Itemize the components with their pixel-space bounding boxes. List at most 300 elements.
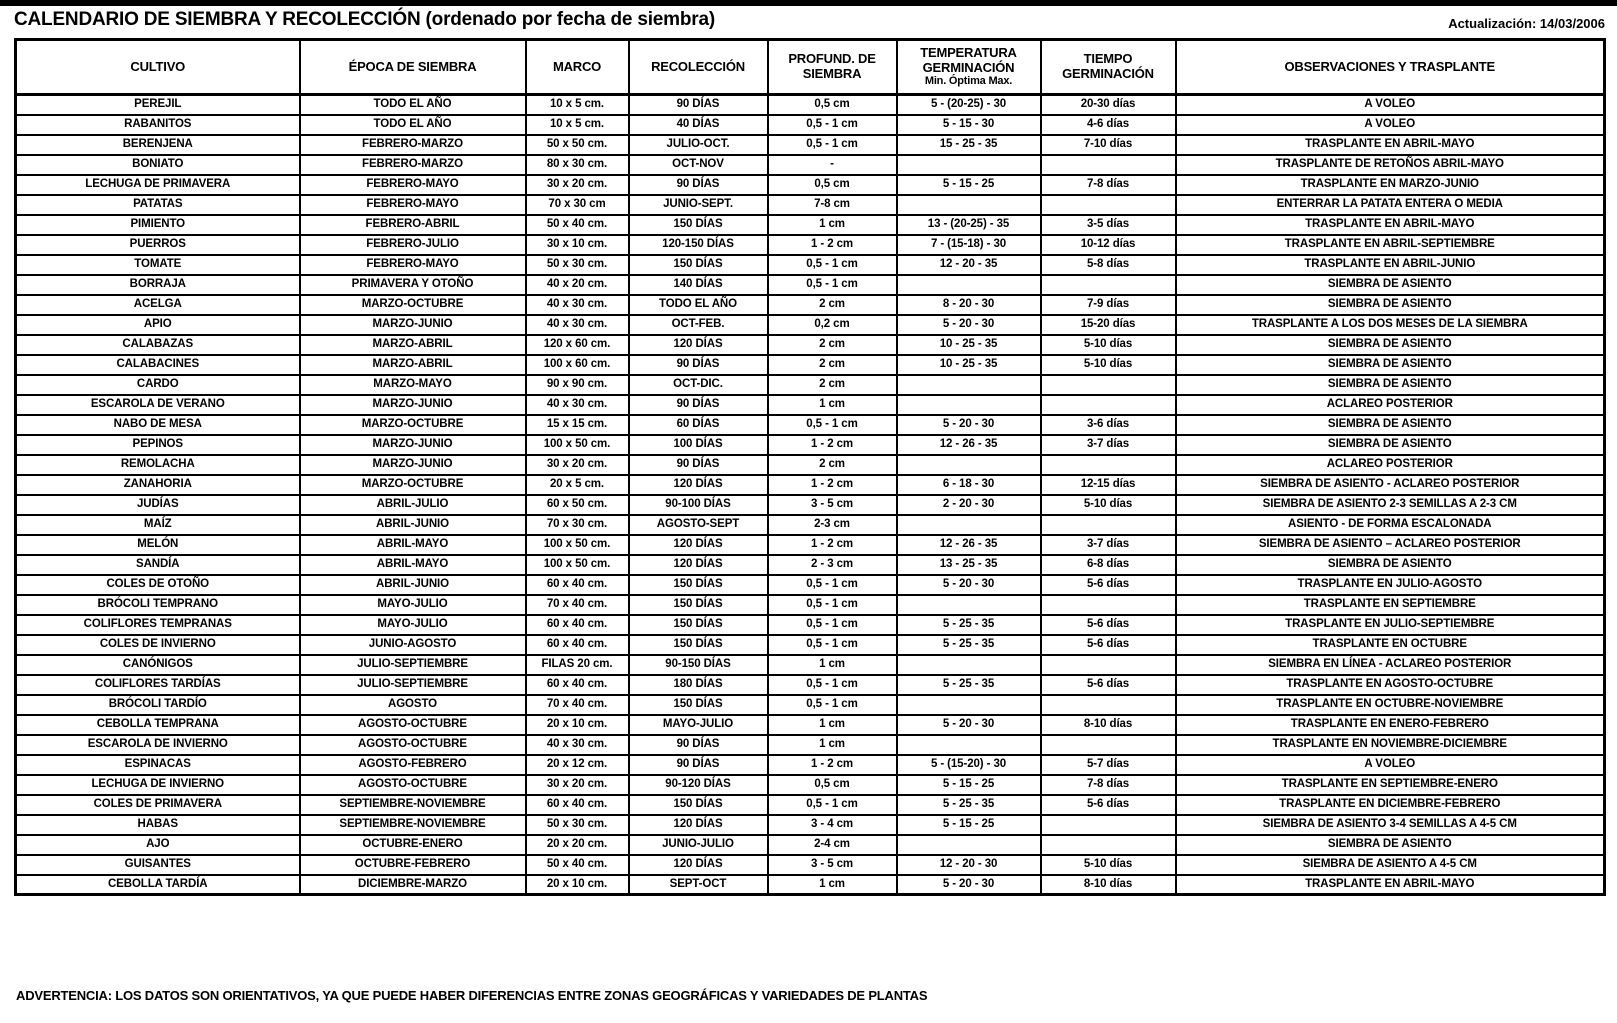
- cell-marco: 120 x 60 cm.: [526, 335, 629, 355]
- cell-temperatura-germinacion: 12 - 20 - 30: [897, 855, 1041, 875]
- cell-recoleccion: 90-100 DÍAS: [629, 495, 768, 515]
- table-row: [16, 135, 1605, 155]
- cell-observaciones: SIEMBRA DE ASIENTO: [1176, 415, 1605, 435]
- cell-marco: 60 x 40 cm.: [526, 575, 629, 595]
- table-row: [16, 295, 1605, 315]
- cell-tiempo-germinacion: [1041, 515, 1176, 535]
- cell-cultivo: CANÓNIGOS: [16, 655, 300, 675]
- cell-temperatura-germinacion: 5 - (20-25) - 30: [897, 95, 1041, 115]
- cell-epoca-siembra: ABRIL-MAYO: [300, 555, 526, 575]
- cell-cultivo: BONIATO: [16, 155, 300, 175]
- cell-observaciones: A VOLEO: [1176, 755, 1605, 775]
- cell-recoleccion: 40 DÍAS: [629, 115, 768, 135]
- cell-tiempo-germinacion: [1041, 155, 1176, 175]
- cell-tiempo-germinacion: 5-6 días: [1041, 635, 1176, 655]
- cell-tiempo-germinacion: [1041, 835, 1176, 855]
- cell-epoca-siembra: OCTUBRE-FEBRERO: [300, 855, 526, 875]
- cell-marco: 30 x 20 cm.: [526, 175, 629, 195]
- cell-cultivo: CARDO: [16, 375, 300, 395]
- table-row: [16, 775, 1605, 795]
- cell-temperatura-germinacion: 5 - 15 - 25: [897, 815, 1041, 835]
- cell-profundidad-siembra: 3 - 4 cm: [768, 815, 897, 835]
- cell-tiempo-germinacion: 8-10 días: [1041, 715, 1176, 735]
- cell-profundidad-siembra: 1 - 2 cm: [768, 755, 897, 775]
- cell-cultivo: GUISANTES: [16, 855, 300, 875]
- col-header-marco: [526, 40, 629, 95]
- cell-recoleccion: 90 DÍAS: [629, 735, 768, 755]
- cell-observaciones: TRASPLANTE EN SEPTIEMBRE: [1176, 595, 1605, 615]
- cell-marco: 60 x 50 cm.: [526, 495, 629, 515]
- col-header-label: TIEMPO GERMINACIÓN: [1062, 51, 1154, 81]
- cell-marco: 50 x 40 cm.: [526, 215, 629, 235]
- cell-recoleccion: 180 DÍAS: [629, 675, 768, 695]
- cell-cultivo: ZANAHORIA: [16, 475, 300, 495]
- cell-epoca-siembra: PRIMAVERA Y OTOÑO: [300, 275, 526, 295]
- cell-marco: 80 x 30 cm.: [526, 155, 629, 175]
- cell-observaciones: TRASPLANTE EN DICIEMBRE-FEBRERO: [1176, 795, 1605, 815]
- cell-epoca-siembra: AGOSTO-FEBRERO: [300, 755, 526, 775]
- cell-observaciones: TRASPLANTE EN OCTUBRE: [1176, 635, 1605, 655]
- cell-temperatura-germinacion: [897, 695, 1041, 715]
- cell-epoca-siembra: MARZO-OCTUBRE: [300, 475, 526, 495]
- cell-temperatura-germinacion: 7 - (15-18) - 30: [897, 235, 1041, 255]
- cell-recoleccion: 150 DÍAS: [629, 635, 768, 655]
- cell-tiempo-germinacion: 8-10 días: [1041, 875, 1176, 895]
- cell-recoleccion: AGOSTO-SEPT: [629, 515, 768, 535]
- cell-cultivo: LECHUGA DE PRIMAVERA: [16, 175, 300, 195]
- table-row: [16, 515, 1605, 535]
- cell-epoca-siembra: ABRIL-JUNIO: [300, 515, 526, 535]
- cell-temperatura-germinacion: 15 - 25 - 35: [897, 135, 1041, 155]
- cell-observaciones: TRASPLANTE EN ABRIL-SEPTIEMBRE: [1176, 235, 1605, 255]
- cell-observaciones: TRASPLANTE DE RETOÑOS ABRIL-MAYO: [1176, 155, 1605, 175]
- cell-cultivo: LECHUGA DE INVIERNO: [16, 775, 300, 795]
- cell-epoca-siembra: MARZO-OCTUBRE: [300, 295, 526, 315]
- cell-profundidad-siembra: 7-8 cm: [768, 195, 897, 215]
- cell-tiempo-germinacion: 5-7 días: [1041, 755, 1176, 775]
- cell-profundidad-siembra: 2 cm: [768, 375, 897, 395]
- cell-tiempo-germinacion: 7-10 días: [1041, 135, 1176, 155]
- cell-epoca-siembra: TODO EL AÑO: [300, 95, 526, 115]
- table-row: [16, 635, 1605, 655]
- cell-tiempo-germinacion: 7-9 días: [1041, 295, 1176, 315]
- table-row: [16, 275, 1605, 295]
- cell-recoleccion: 90-120 DÍAS: [629, 775, 768, 795]
- col-header-sublabel: Min. Óptima Max.: [924, 75, 1013, 88]
- cell-cultivo: PUERROS: [16, 235, 300, 255]
- col-header-cultivo: [16, 40, 300, 95]
- cell-marco: 20 x 5 cm.: [526, 475, 629, 495]
- cell-tiempo-germinacion: [1041, 395, 1176, 415]
- cell-marco: 30 x 20 cm.: [526, 775, 629, 795]
- cell-cultivo: HABAS: [16, 815, 300, 835]
- cell-temperatura-germinacion: 5 - 25 - 35: [897, 635, 1041, 655]
- table-row: [16, 395, 1605, 415]
- cell-cultivo: MAÍZ: [16, 515, 300, 535]
- cell-observaciones: TRASPLANTE EN NOVIEMBRE-DICIEMBRE: [1176, 735, 1605, 755]
- cell-marco: 50 x 30 cm.: [526, 815, 629, 835]
- cell-tiempo-germinacion: 5-6 días: [1041, 575, 1176, 595]
- col-header-label: PROFUND. DE SIEMBRA: [788, 51, 876, 81]
- cell-observaciones: TRASPLANTE EN JULIO-AGOSTO: [1176, 575, 1605, 595]
- cell-epoca-siembra: FEBRERO-MAYO: [300, 175, 526, 195]
- cell-temperatura-germinacion: [897, 395, 1041, 415]
- table-row: [16, 735, 1605, 755]
- cell-recoleccion: 150 DÍAS: [629, 255, 768, 275]
- cell-cultivo: PIMIENTO: [16, 215, 300, 235]
- cell-cultivo: MELÓN: [16, 535, 300, 555]
- cell-epoca-siembra: OCTUBRE-ENERO: [300, 835, 526, 855]
- cell-profundidad-siembra: 1 - 2 cm: [768, 235, 897, 255]
- cell-temperatura-germinacion: [897, 375, 1041, 395]
- cell-epoca-siembra: SEPTIEMBRE-NOVIEMBRE: [300, 815, 526, 835]
- cell-profundidad-siembra: 1 - 2 cm: [768, 535, 897, 555]
- cell-marco: 40 x 20 cm.: [526, 275, 629, 295]
- cell-profundidad-siembra: 2 cm: [768, 295, 897, 315]
- cell-temperatura-germinacion: 5 - 25 - 35: [897, 795, 1041, 815]
- cell-observaciones: ACLAREO POSTERIOR: [1176, 455, 1605, 475]
- cell-tiempo-germinacion: 15-20 días: [1041, 315, 1176, 335]
- col-header-label: RECOLECCIÓN: [651, 58, 745, 74]
- table-row: [16, 475, 1605, 495]
- cell-cultivo: NABO DE MESA: [16, 415, 300, 435]
- col-header-temperatura-germinacion: [897, 40, 1041, 95]
- cell-cultivo: ACELGA: [16, 295, 300, 315]
- cell-cultivo: PEPINOS: [16, 435, 300, 455]
- cell-cultivo: BORRAJA: [16, 275, 300, 295]
- cell-tiempo-germinacion: 5-6 días: [1041, 615, 1176, 635]
- cell-marco: 90 x 90 cm.: [526, 375, 629, 395]
- cell-temperatura-germinacion: 5 - 25 - 35: [897, 675, 1041, 695]
- table-row: [16, 715, 1605, 735]
- cell-recoleccion: SEPT-OCT: [629, 875, 768, 895]
- cell-tiempo-germinacion: 3-7 días: [1041, 535, 1176, 555]
- cell-recoleccion: 120 DÍAS: [629, 555, 768, 575]
- cell-temperatura-germinacion: 10 - 25 - 35: [897, 355, 1041, 375]
- cell-marco: 40 x 30 cm.: [526, 395, 629, 415]
- cell-marco: 50 x 40 cm.: [526, 855, 629, 875]
- cell-recoleccion: OCT-FEB.: [629, 315, 768, 335]
- cell-cultivo: CALABACINES: [16, 355, 300, 375]
- cell-marco: 70 x 30 cm.: [526, 515, 629, 535]
- cell-cultivo: CALABAZAS: [16, 335, 300, 355]
- cell-observaciones: A VOLEO: [1176, 115, 1605, 135]
- cell-epoca-siembra: AGOSTO-OCTUBRE: [300, 775, 526, 795]
- table-row: [16, 155, 1605, 175]
- cell-recoleccion: 90 DÍAS: [629, 395, 768, 415]
- cell-recoleccion: 60 DÍAS: [629, 415, 768, 435]
- cell-marco: 20 x 10 cm.: [526, 715, 629, 735]
- table-row: [16, 435, 1605, 455]
- cell-epoca-siembra: ABRIL-JULIO: [300, 495, 526, 515]
- cell-marco: 10 x 5 cm.: [526, 95, 629, 115]
- cell-profundidad-siembra: 1 cm: [768, 875, 897, 895]
- cell-tiempo-germinacion: 6-8 días: [1041, 555, 1176, 575]
- cell-tiempo-germinacion: 5-10 días: [1041, 855, 1176, 875]
- cell-tiempo-germinacion: [1041, 595, 1176, 615]
- table-row: [16, 195, 1605, 215]
- cell-temperatura-germinacion: 12 - 26 - 35: [897, 435, 1041, 455]
- cell-marco: 100 x 50 cm.: [526, 435, 629, 455]
- cell-tiempo-germinacion: 5-10 días: [1041, 335, 1176, 355]
- cell-tiempo-germinacion: 12-15 días: [1041, 475, 1176, 495]
- cell-observaciones: TRASPLANTE A LOS DOS MESES DE LA SIEMBRA: [1176, 315, 1605, 335]
- cell-marco: 70 x 40 cm.: [526, 595, 629, 615]
- cell-temperatura-germinacion: [897, 835, 1041, 855]
- cell-temperatura-germinacion: 12 - 26 - 35: [897, 535, 1041, 555]
- cell-recoleccion: 140 DÍAS: [629, 275, 768, 295]
- cell-observaciones: SIEMBRA DE ASIENTO: [1176, 355, 1605, 375]
- cell-epoca-siembra: SEPTIEMBRE-NOVIEMBRE: [300, 795, 526, 815]
- table-row: [16, 815, 1605, 835]
- table-row: [16, 235, 1605, 255]
- cell-epoca-siembra: AGOSTO-OCTUBRE: [300, 715, 526, 735]
- table-row: [16, 95, 1605, 115]
- cell-recoleccion: 90 DÍAS: [629, 355, 768, 375]
- cell-recoleccion: 90-150 DÍAS: [629, 655, 768, 675]
- col-header-label: OBSERVACIONES Y TRASPLANTE: [1284, 58, 1496, 74]
- cell-tiempo-germinacion: [1041, 195, 1176, 215]
- cell-tiempo-germinacion: 10-12 días: [1041, 235, 1176, 255]
- cell-marco: 30 x 20 cm.: [526, 455, 629, 475]
- cell-observaciones: TRASPLANTE EN ENERO-FEBRERO: [1176, 715, 1605, 735]
- cell-recoleccion: JUNIO-JULIO: [629, 835, 768, 855]
- cell-recoleccion: 150 DÍAS: [629, 215, 768, 235]
- cell-observaciones: SIEMBRA DE ASIENTO A 4-5 CM: [1176, 855, 1605, 875]
- cell-temperatura-germinacion: [897, 455, 1041, 475]
- cell-temperatura-germinacion: [897, 735, 1041, 755]
- cell-temperatura-germinacion: 5 - 20 - 30: [897, 875, 1041, 895]
- cell-observaciones: TRASPLANTE EN ABRIL-MAYO: [1176, 135, 1605, 155]
- table-row: [16, 115, 1605, 135]
- cell-observaciones: SIEMBRA DE ASIENTO: [1176, 275, 1605, 295]
- cell-recoleccion: TODO EL AÑO: [629, 295, 768, 315]
- cell-tiempo-germinacion: [1041, 375, 1176, 395]
- cell-recoleccion: JUNIO-SEPT.: [629, 195, 768, 215]
- cell-epoca-siembra: FEBRERO-ABRIL: [300, 215, 526, 235]
- table-row: [16, 455, 1605, 475]
- cell-profundidad-siembra: 2-3 cm: [768, 515, 897, 535]
- cell-observaciones: TRASPLANTE EN AGOSTO-OCTUBRE: [1176, 675, 1605, 695]
- cell-observaciones: TRASPLANTE EN JULIO-SEPTIEMBRE: [1176, 615, 1605, 635]
- cell-recoleccion: MAYO-JULIO: [629, 715, 768, 735]
- cell-recoleccion: 90 DÍAS: [629, 175, 768, 195]
- cell-profundidad-siembra: 0,5 cm: [768, 775, 897, 795]
- cell-marco: 50 x 30 cm.: [526, 255, 629, 275]
- cell-epoca-siembra: ABRIL-MAYO: [300, 535, 526, 555]
- cell-epoca-siembra: FEBRERO-MARZO: [300, 155, 526, 175]
- cell-tiempo-germinacion: 3-7 días: [1041, 435, 1176, 455]
- table-row: [16, 315, 1605, 335]
- cell-tiempo-germinacion: 5-6 días: [1041, 675, 1176, 695]
- table-row: [16, 675, 1605, 695]
- cell-profundidad-siembra: 0,5 cm: [768, 175, 897, 195]
- cell-profundidad-siembra: 2 cm: [768, 335, 897, 355]
- cell-recoleccion: 150 DÍAS: [629, 595, 768, 615]
- cell-cultivo: COLES DE PRIMAVERA: [16, 795, 300, 815]
- cell-profundidad-siembra: 0,5 - 1 cm: [768, 595, 897, 615]
- cell-profundidad-siembra: 2 cm: [768, 455, 897, 475]
- cell-tiempo-germinacion: 5-10 días: [1041, 355, 1176, 375]
- table-row: [16, 335, 1605, 355]
- col-header-label: MARCO: [552, 58, 602, 74]
- cell-marco: 40 x 30 cm.: [526, 315, 629, 335]
- cell-cultivo: ESCAROLA DE VERANO: [16, 395, 300, 415]
- cell-cultivo: COLES DE INVIERNO: [16, 635, 300, 655]
- cell-marco: 60 x 40 cm.: [526, 675, 629, 695]
- cell-recoleccion: 120-150 DÍAS: [629, 235, 768, 255]
- table-row: [16, 495, 1605, 515]
- cell-cultivo: COLES DE OTOÑO: [16, 575, 300, 595]
- table-row: [16, 575, 1605, 595]
- cell-observaciones: SIEMBRA DE ASIENTO: [1176, 375, 1605, 395]
- table-row: [16, 595, 1605, 615]
- cell-marco: 60 x 40 cm.: [526, 635, 629, 655]
- cell-temperatura-germinacion: 5 - 15 - 25: [897, 175, 1041, 195]
- cell-epoca-siembra: MARZO-JUNIO: [300, 395, 526, 415]
- cell-observaciones: A VOLEO: [1176, 95, 1605, 115]
- cell-tiempo-germinacion: 5-10 días: [1041, 495, 1176, 515]
- cell-recoleccion: 120 DÍAS: [629, 475, 768, 495]
- cell-cultivo: SANDÍA: [16, 555, 300, 575]
- cell-epoca-siembra: AGOSTO-OCTUBRE: [300, 735, 526, 755]
- col-header-epoca-siembra: [300, 40, 526, 95]
- updated-date-label: Actualización: 14/03/2006: [1448, 16, 1605, 31]
- cell-marco: 10 x 5 cm.: [526, 115, 629, 135]
- cell-epoca-siembra: JUNIO-AGOSTO: [300, 635, 526, 655]
- cell-marco: 40 x 30 cm.: [526, 735, 629, 755]
- cell-observaciones: SIEMBRA DE ASIENTO: [1176, 335, 1605, 355]
- cell-observaciones: SIEMBRA DE ASIENTO: [1176, 435, 1605, 455]
- cell-profundidad-siembra: 3 - 5 cm: [768, 855, 897, 875]
- cell-temperatura-germinacion: 5 - 25 - 35: [897, 615, 1041, 635]
- cell-tiempo-germinacion: [1041, 695, 1176, 715]
- cell-recoleccion: 150 DÍAS: [629, 795, 768, 815]
- cell-marco: 100 x 50 cm.: [526, 555, 629, 575]
- cell-temperatura-germinacion: 5 - (15-20) - 30: [897, 755, 1041, 775]
- cell-recoleccion: 150 DÍAS: [629, 615, 768, 635]
- table-row: [16, 215, 1605, 235]
- cell-observaciones: TRASPLANTE EN OCTUBRE-NOVIEMBRE: [1176, 695, 1605, 715]
- cell-temperatura-germinacion: 6 - 18 - 30: [897, 475, 1041, 495]
- cell-observaciones: ACLAREO POSTERIOR: [1176, 395, 1605, 415]
- cell-recoleccion: 120 DÍAS: [629, 815, 768, 835]
- cell-observaciones: SIEMBRA DE ASIENTO: [1176, 295, 1605, 315]
- cell-profundidad-siembra: -: [768, 155, 897, 175]
- table-row: [16, 555, 1605, 575]
- cell-profundidad-siembra: 0,5 - 1 cm: [768, 795, 897, 815]
- cell-tiempo-germinacion: 5-6 días: [1041, 795, 1176, 815]
- cell-epoca-siembra: FEBRERO-JULIO: [300, 235, 526, 255]
- cell-marco: 40 x 30 cm.: [526, 295, 629, 315]
- col-header-profundidad-siembra: [768, 40, 897, 95]
- cell-epoca-siembra: AGOSTO: [300, 695, 526, 715]
- cell-observaciones: TRASPLANTE EN ABRIL-MAYO: [1176, 215, 1605, 235]
- cell-recoleccion: JULIO-OCT.: [629, 135, 768, 155]
- cell-profundidad-siembra: 0,5 - 1 cm: [768, 255, 897, 275]
- cell-temperatura-germinacion: 5 - 15 - 30: [897, 115, 1041, 135]
- cell-tiempo-germinacion: 20-30 días: [1041, 95, 1176, 115]
- cell-recoleccion: OCT-NOV: [629, 155, 768, 175]
- cell-tiempo-germinacion: 3-6 días: [1041, 415, 1176, 435]
- table-row: [16, 795, 1605, 815]
- cell-profundidad-siembra: 0,5 - 1 cm: [768, 635, 897, 655]
- table-row: [16, 695, 1605, 715]
- cell-profundidad-siembra: 2-4 cm: [768, 835, 897, 855]
- cell-epoca-siembra: MARZO-MAYO: [300, 375, 526, 395]
- siembra-table: [14, 38, 1606, 896]
- cell-tiempo-germinacion: 7-8 días: [1041, 775, 1176, 795]
- title-bar: [14, 9, 1605, 31]
- table-row: [16, 375, 1605, 395]
- cell-profundidad-siembra: 2 - 3 cm: [768, 555, 897, 575]
- cell-cultivo: ESPINACAS: [16, 755, 300, 775]
- cell-temperatura-germinacion: 13 - 25 - 35: [897, 555, 1041, 575]
- cell-temperatura-germinacion: 12 - 20 - 35: [897, 255, 1041, 275]
- cell-temperatura-germinacion: 5 - 20 - 30: [897, 575, 1041, 595]
- cell-profundidad-siembra: 0,5 - 1 cm: [768, 135, 897, 155]
- table-row: [16, 535, 1605, 555]
- table-row: [16, 835, 1605, 855]
- col-header-label: TEMPERATURA GERMINACIÓN: [920, 45, 1017, 75]
- cell-cultivo: RABANITOS: [16, 115, 300, 135]
- cell-recoleccion: 150 DÍAS: [629, 575, 768, 595]
- table-row: [16, 855, 1605, 875]
- cell-marco: 60 x 40 cm.: [526, 795, 629, 815]
- cell-temperatura-germinacion: [897, 655, 1041, 675]
- cell-temperatura-germinacion: [897, 595, 1041, 615]
- cell-cultivo: JUDÍAS: [16, 495, 300, 515]
- cell-temperatura-germinacion: 2 - 20 - 30: [897, 495, 1041, 515]
- cell-cultivo: COLIFLORES TARDÍAS: [16, 675, 300, 695]
- cell-cultivo: COLIFLORES TEMPRANAS: [16, 615, 300, 635]
- cell-marco: 20 x 20 cm.: [526, 835, 629, 855]
- col-header-tiempo-germinacion: [1041, 40, 1176, 95]
- cell-tiempo-germinacion: 3-5 días: [1041, 215, 1176, 235]
- cell-profundidad-siembra: 0,5 - 1 cm: [768, 575, 897, 595]
- cell-epoca-siembra: MAYO-JULIO: [300, 615, 526, 635]
- cell-recoleccion: OCT-DIC.: [629, 375, 768, 395]
- cell-epoca-siembra: MARZO-JUNIO: [300, 455, 526, 475]
- col-header-label: ÉPOCA DE SIEMBRA: [348, 58, 477, 74]
- cell-observaciones: TRASPLANTE EN ABRIL-MAYO: [1176, 875, 1605, 895]
- cell-temperatura-germinacion: 10 - 25 - 35: [897, 335, 1041, 355]
- cell-observaciones: SIEMBRA EN LÍNEA - ACLAREO POSTERIOR: [1176, 655, 1605, 675]
- page-title: CALENDARIO DE SIEMBRA Y RECOLECCIÓN (ordenado por fecha de siembra): [14, 9, 715, 30]
- cell-temperatura-germinacion: [897, 195, 1041, 215]
- cell-cultivo: CEBOLLA TEMPRANA: [16, 715, 300, 735]
- cell-observaciones: SIEMBRA DE ASIENTO: [1176, 555, 1605, 575]
- cell-epoca-siembra: ABRIL-JUNIO: [300, 575, 526, 595]
- cell-marco: 50 x 50 cm.: [526, 135, 629, 155]
- cell-tiempo-germinacion: [1041, 735, 1176, 755]
- cell-profundidad-siembra: 3 - 5 cm: [768, 495, 897, 515]
- cell-cultivo: BRÓCOLI TEMPRANO: [16, 595, 300, 615]
- cell-epoca-siembra: JULIO-SEPTIEMBRE: [300, 655, 526, 675]
- cell-epoca-siembra: FEBRERO-MAYO: [300, 195, 526, 215]
- cell-epoca-siembra: FEBRERO-MAYO: [300, 255, 526, 275]
- cell-epoca-siembra: MARZO-OCTUBRE: [300, 415, 526, 435]
- cell-marco: 20 x 12 cm.: [526, 755, 629, 775]
- cell-cultivo: BERENJENA: [16, 135, 300, 155]
- cell-temperatura-germinacion: 5 - 20 - 30: [897, 715, 1041, 735]
- cell-tiempo-germinacion: [1041, 655, 1176, 675]
- cell-observaciones: ENTERRAR LA PATATA ENTERA O MEDIA: [1176, 195, 1605, 215]
- cell-marco: 20 x 10 cm.: [526, 875, 629, 895]
- cell-epoca-siembra: MARZO-ABRIL: [300, 335, 526, 355]
- cell-observaciones: SIEMBRA DE ASIENTO – ACLAREO POSTERIOR: [1176, 535, 1605, 555]
- cell-epoca-siembra: DICIEMBRE-MARZO: [300, 875, 526, 895]
